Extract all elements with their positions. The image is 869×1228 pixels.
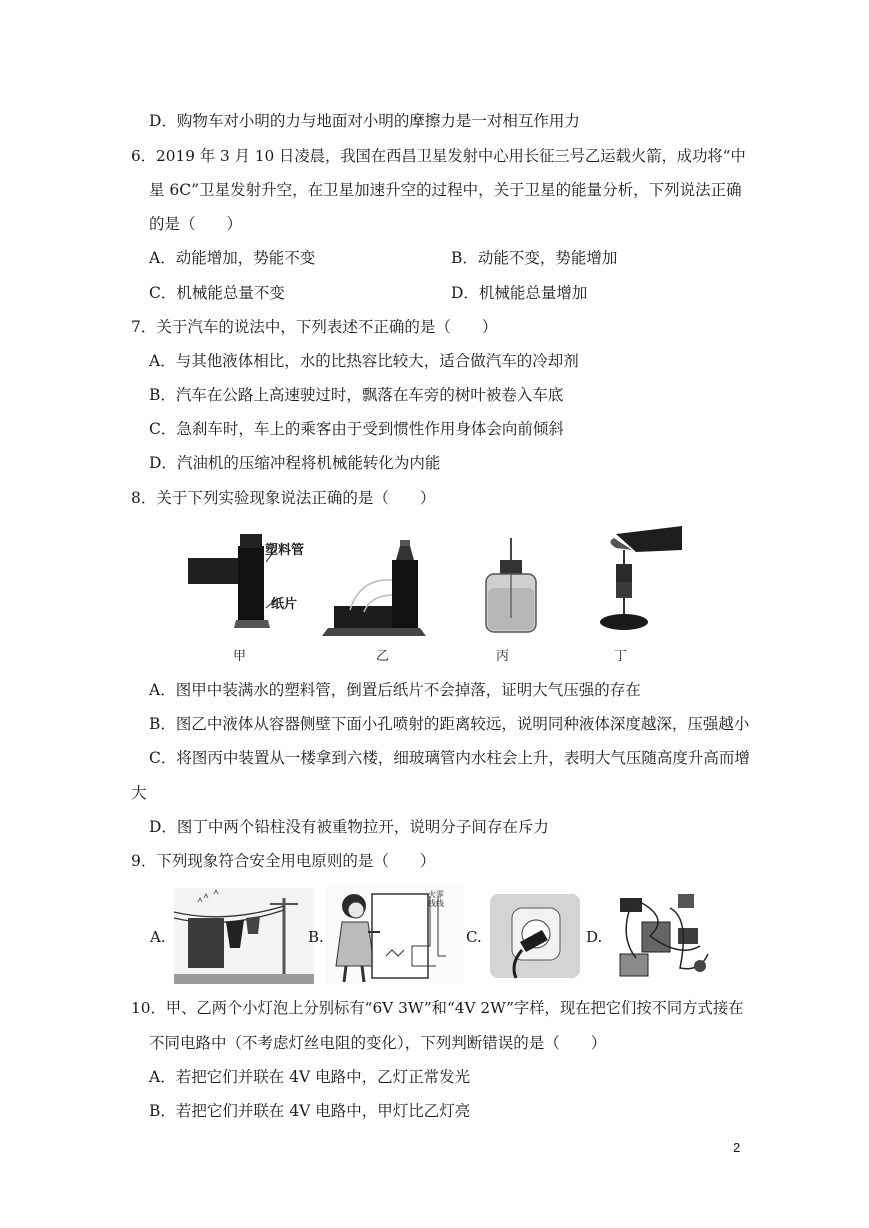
page-number: 2	[733, 1140, 741, 1155]
label-plastic-tube: 塑料管	[265, 543, 305, 558]
q6-stem-line3: 的是（ ）	[149, 215, 243, 233]
q9-figure-d	[610, 888, 720, 984]
q7-option-c: C．急刹车时，车上的乘客由于受到惯性作用身体会向前倾斜	[149, 420, 564, 438]
q6-option-d: D．机械能总量增加	[451, 284, 588, 302]
q10-option-b: B．若把它们并联在 4V 电路中，甲灯比乙灯亮	[149, 1102, 471, 1120]
q9-option-b-letter: B.	[308, 928, 324, 946]
q9-option-a-letter: A.	[150, 928, 166, 946]
q10-option-a: A．若把它们并联在 4V 电路中，乙灯正常发光	[149, 1068, 471, 1086]
q6-stem-line2: 星 6C”卫星发射升空，在卫星加速升空的过程中，关于卫星的能量分析，下列说法正确	[149, 181, 742, 199]
q7-stem: 7．关于汽车的说法中，下列表述不正确的是（ ）	[131, 318, 498, 336]
q6-option-b: B．动能不变，势能增加	[451, 249, 618, 267]
q9-figure-b-wire-text: 火零 线线	[428, 890, 444, 908]
q8-figure-bing	[478, 538, 548, 638]
q9-figure-a	[174, 888, 314, 984]
q10-stem-line1: 10．甲、乙两个小灯泡上分别标有“6V 3W”和“4V 2W”字样，现在把它们按不同方式接在	[131, 999, 744, 1017]
q8-option-c-line1: C．将图丙中装置从一楼拿到六楼，细玻璃管内水柱会上升，表明大气压随高度升高而增	[149, 749, 750, 767]
q8-option-d: D．图丁中两个铅柱没有被重物拉开，说明分子间存在斥力	[149, 818, 549, 836]
q8-option-a: A．图甲中装满水的塑料管，倒置后纸片不会掉落，证明大气压强的存在	[149, 681, 641, 699]
q6-stem-line1: 6．2019 年 3 月 10 日凌晨，我国在西昌卫星发射中心用长征三号乙运载火箭，成功将“中	[131, 147, 746, 165]
caption-yi: 乙	[376, 649, 390, 664]
q10-stem-line2: 不同电路中（不考虑灯丝电阻的变化），下列判断错误的是（ ）	[149, 1034, 607, 1052]
q8-stem: 8．关于下列实验现象说法正确的是（ ）	[131, 489, 436, 507]
q8-figure-yi	[320, 540, 430, 640]
q9-option-c-letter: C.	[466, 928, 482, 946]
caption-bing: 丙	[496, 649, 510, 664]
label-paper: 纸片	[271, 597, 298, 612]
q8-option-b: B．图乙中液体从容器侧壁下面小孔喷射的距离较远，说明同种液体深度越深，压强越小	[149, 715, 750, 733]
q6-option-a: A．动能增加，势能不变	[149, 249, 316, 267]
caption-ding: 丁	[614, 649, 628, 664]
q9-stem: 9．下列现象符合安全用电原则的是（ ）	[131, 852, 436, 870]
q9-figure-c	[490, 894, 580, 978]
q6-option-c: C．机械能总量不变	[149, 284, 285, 302]
q7-option-b: B．汽车在公路上高速驶过时，飘落在车旁的树叶被卷入车底	[149, 386, 564, 404]
q8-figure-ding	[596, 524, 686, 636]
q8-option-c-line2: 大	[131, 784, 147, 802]
q5-option-d: D．购物车对小明的力与地面对小明的摩擦力是一对相互作用力	[149, 112, 580, 130]
q7-option-d: D．汽油机的压缩冲程将机械能转化为内能	[149, 454, 441, 472]
q7-option-a: A．与其他液体相比，水的比热容比较大，适合做汽车的冷却剂	[149, 352, 579, 370]
caption-jia: 甲	[233, 649, 247, 664]
q9-option-d-letter: D.	[586, 928, 603, 946]
